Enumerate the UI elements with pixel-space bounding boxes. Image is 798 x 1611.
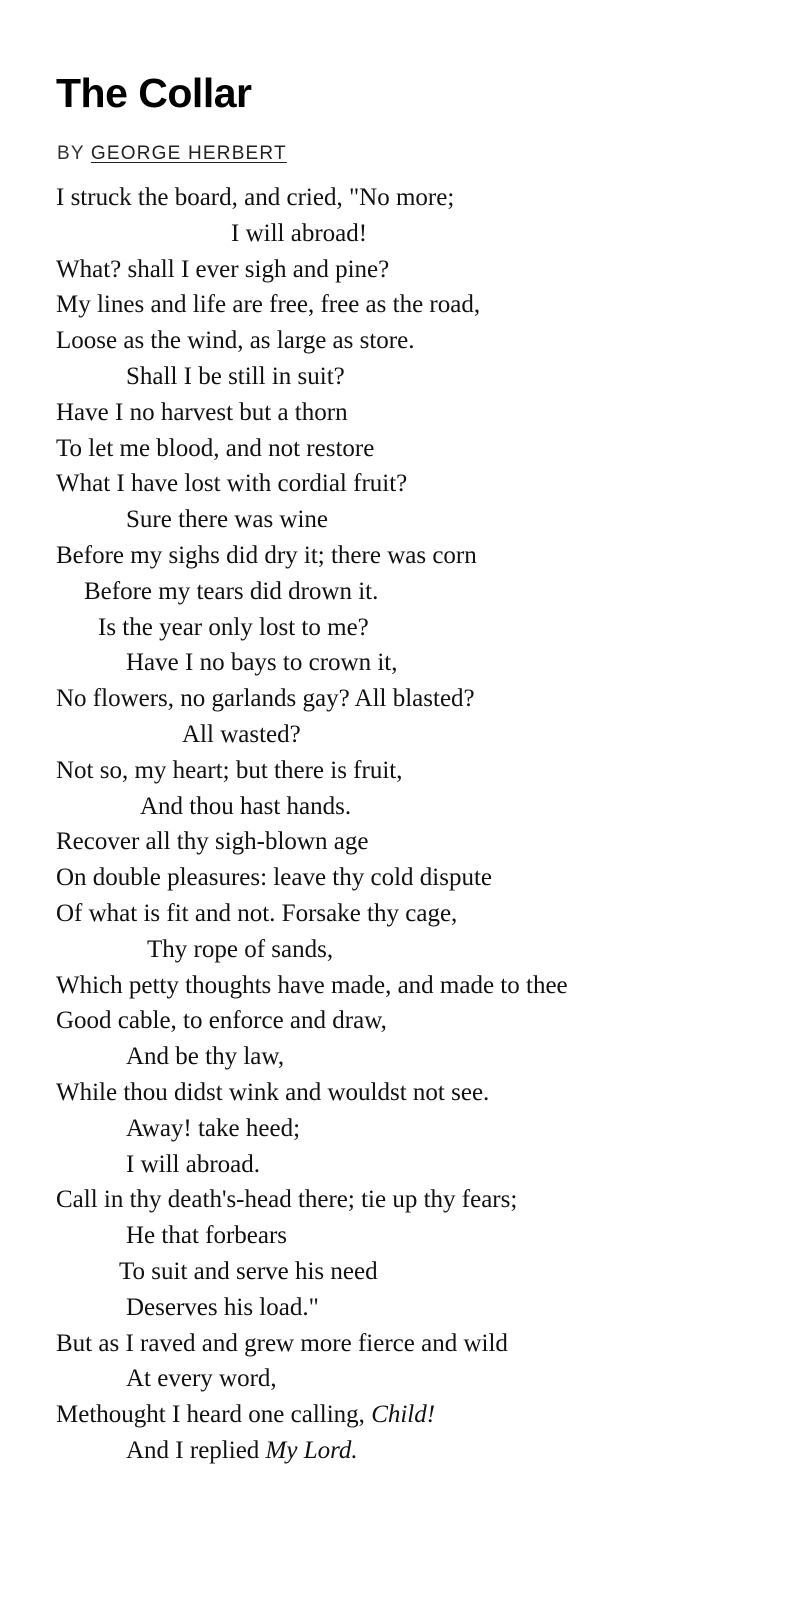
poem-line bbox=[56, 1111, 568, 1147]
poem-line bbox=[56, 1003, 568, 1039]
poem-line bbox=[56, 932, 568, 968]
poem-line-text: I will abroad! bbox=[231, 219, 368, 247]
poem-line bbox=[56, 1361, 568, 1397]
poem-line-text: Before my tears did drown it. bbox=[84, 577, 379, 605]
poem-line-italic: My Lord. bbox=[265, 1436, 358, 1464]
poem-line-text: What? shall I ever sigh and pine? bbox=[56, 255, 390, 283]
poem-line bbox=[56, 1075, 568, 1111]
poem-line bbox=[56, 824, 568, 860]
poem-line-text: Not so, my heart; but there is fruit, bbox=[56, 756, 403, 784]
poem-line bbox=[56, 789, 568, 825]
poem-line bbox=[56, 610, 568, 646]
poem-line bbox=[56, 896, 568, 932]
poem-line bbox=[56, 645, 568, 681]
poem-line-text: Of what is fit and not. Forsake thy cage, bbox=[56, 899, 458, 927]
poem-line-text: While thou didst wink and wouldst not see. bbox=[56, 1078, 490, 1106]
poem-line bbox=[56, 252, 568, 288]
poem-line-text: Loose as the wind, as large as store. bbox=[56, 327, 415, 355]
poem-line-text: Good cable, to enforce and draw, bbox=[56, 1007, 387, 1035]
poem-line bbox=[56, 395, 568, 431]
poem-line bbox=[56, 359, 568, 395]
poem-line-text: Which petty thoughts have made, and made to thee bbox=[56, 971, 568, 999]
poem-line bbox=[56, 860, 568, 896]
poem-line bbox=[56, 502, 568, 538]
poem-line-text: Shall I be still in suit? bbox=[126, 362, 345, 390]
poem-line bbox=[56, 753, 568, 789]
poem-line-text: What I have lost with cordial fruit? bbox=[56, 470, 408, 498]
poem-line-text: Have I no harvest but a thorn bbox=[56, 398, 348, 426]
poem-body bbox=[56, 180, 568, 1469]
poem-line-text: But as I raved and grew more fierce and wild bbox=[56, 1329, 508, 1357]
poem-line-text: My lines and life are free, free as the road, bbox=[56, 291, 481, 319]
poem-line bbox=[56, 216, 568, 252]
author-link[interactable]: GEORGE HERBERT bbox=[90, 143, 287, 164]
poem-line-text: No flowers, no garlands gay? All blasted? bbox=[56, 685, 475, 713]
poem-line bbox=[56, 1218, 568, 1254]
poem-line bbox=[56, 1290, 568, 1326]
byline bbox=[57, 142, 287, 166]
poem-line bbox=[56, 1039, 568, 1075]
byline-prefix: BY bbox=[57, 143, 91, 164]
poem-line-italic: Child! bbox=[371, 1401, 436, 1429]
poem-line-text: Sure there was wine bbox=[126, 506, 329, 534]
poem-line-text: All wasted? bbox=[182, 720, 301, 748]
poem-line-text: Deserves his load." bbox=[126, 1293, 319, 1321]
poem-line bbox=[56, 1433, 568, 1469]
poem-line bbox=[56, 1397, 568, 1433]
poem-line-text: And be thy law, bbox=[126, 1043, 285, 1071]
poem-line bbox=[56, 1254, 568, 1290]
poem-line-text: On double pleasures: leave thy cold dispute bbox=[56, 864, 492, 892]
poem-line-text: I struck the board, and cried, "No more; bbox=[56, 184, 455, 211]
poem-line bbox=[56, 574, 568, 610]
poem-line bbox=[56, 681, 568, 717]
poem-line-text: To let me blood, and not restore bbox=[56, 434, 375, 462]
poem-line-text: Methought I heard one calling, bbox=[56, 1401, 372, 1429]
poem-line-text: Thy rope of sands, bbox=[147, 935, 334, 963]
poem-line bbox=[56, 287, 568, 323]
poem-line bbox=[56, 466, 568, 502]
poem-line-text: Have I no bays to crown it, bbox=[126, 649, 398, 677]
poem-line bbox=[56, 1182, 568, 1218]
poem-line-text: I will abroad. bbox=[126, 1150, 260, 1178]
poem-line-text: At every word, bbox=[126, 1365, 277, 1393]
poem-line-text: To suit and serve his need bbox=[119, 1257, 378, 1285]
poem-line-text: And I replied bbox=[126, 1436, 266, 1464]
poem-line-text: And thou hast hands. bbox=[140, 792, 352, 820]
poem-line-text: He that forbears bbox=[126, 1222, 288, 1250]
poem-line bbox=[56, 968, 568, 1004]
poem-line bbox=[56, 717, 568, 753]
poem-line bbox=[56, 323, 568, 359]
poem-line-text: Call in thy death's-head there; tie up thy fears; bbox=[56, 1186, 518, 1214]
poem-line bbox=[56, 1147, 568, 1183]
poem-line bbox=[56, 180, 568, 216]
poem-line-text: Away! take heed; bbox=[126, 1114, 301, 1142]
poem-line-text: Is the year only lost to me? bbox=[98, 613, 369, 641]
poem-line bbox=[56, 1326, 568, 1362]
poem-line bbox=[56, 538, 568, 574]
poem-line bbox=[56, 431, 568, 467]
poem-title: The Collar bbox=[56, 70, 252, 116]
poem-line-text: Recover all thy sigh-blown age bbox=[56, 828, 369, 856]
poem-line-text: Before my sighs did dry it; there was corn bbox=[56, 541, 477, 569]
